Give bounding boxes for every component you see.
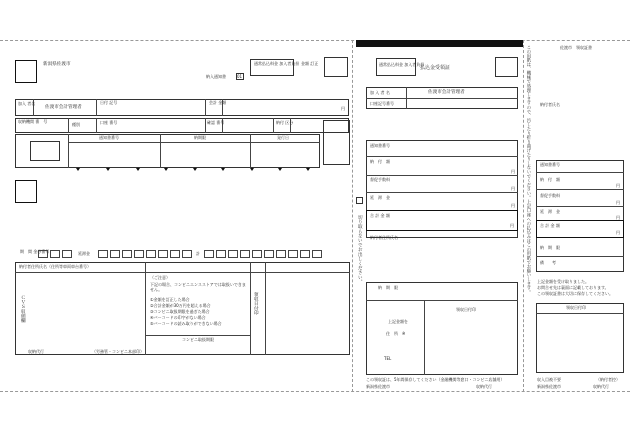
payer-label: 納付者住所氏名（住所等車両車台番号） (19, 264, 91, 269)
note-4: ④バーコードの印字がない場合 (150, 315, 206, 320)
mid-delay-label: 延 滞 金 (370, 195, 390, 200)
note-3: ③コンビニ取扱期限を過ぎた場合 (150, 309, 210, 314)
mid-deadline-label: 納 期 限 (378, 285, 398, 290)
right-note-2: お問合せ先は裏面に記載しております。 (537, 285, 609, 290)
right-footer-city: 新潟県佐渡市 (537, 384, 561, 389)
mid-fee-label: 督促手数料 (370, 177, 390, 182)
issue-label: 発行日 (277, 135, 289, 140)
yen-r3: 円 (616, 215, 620, 220)
yen-m4: 円 (510, 223, 514, 228)
total-label: 計 (196, 251, 200, 256)
mid-payer-sub-label: 上記金額を (388, 319, 408, 324)
accounting-label: 会計 金額 (209, 100, 227, 105)
yen-r4: 円 (616, 230, 620, 235)
notes-intro: 下記の場合、コンビニエンスストアでは取扱いできません。 (150, 282, 246, 293)
amount-row-label: 延滞金 (78, 251, 90, 256)
note-2: ②合計金額が30万円を超える場合 (150, 303, 211, 308)
right-fee-label: 督促手数料 (540, 193, 560, 198)
registration-mark (15, 60, 37, 83)
yen-m1: 円 (511, 169, 515, 174)
payee-name: 佐渡市会計管理者 (45, 105, 82, 110)
right-receipt-stamp-label: 領収日付印 (566, 305, 586, 310)
type-label: 種別 (72, 122, 80, 127)
mid-payee-name: 佐渡市会計管理者 (428, 90, 465, 95)
mid-notice-no-label: 通知書番号 (370, 143, 390, 148)
right-footer-2: （納付者控） (596, 377, 620, 382)
account-no-label: 口座 番号 (100, 120, 118, 125)
notice-doc-no-label: 通知書番号 (99, 135, 119, 140)
stamp-text: 通常払込料金 加入者負担 (254, 61, 300, 66)
mid-footer-city: 新潟県佐渡市 (366, 384, 390, 389)
right-tax-label: 納 付 額 (540, 177, 560, 182)
right-header: 佐渡市 領収証書 (560, 45, 592, 50)
mid-bottom-box (366, 282, 518, 375)
cvs-deadline-label: コンビニ取扱期限 (182, 337, 214, 342)
yen-r2: 円 (616, 200, 620, 205)
detail-box (15, 134, 320, 168)
confirm-label: 確認 番号 (207, 120, 225, 125)
cut-vertical: 切り取らないでお出しください。 (357, 215, 363, 284)
notes-title: （ご注意） (150, 275, 170, 280)
inner-box (30, 141, 60, 161)
right-notice-no-label: 通知書番号 (540, 162, 560, 167)
mid-payee-label: 加 入 者 名 (370, 90, 390, 95)
mid-tel-label: TEL (384, 356, 392, 361)
mid-account-label: 口座記号番号 (370, 101, 394, 106)
right-payer-label: 納付者氏名 (540, 102, 560, 107)
registration-mark-2 (15, 180, 37, 203)
payment-class-label: 納付 区分 (276, 120, 294, 125)
footer-mid: （労務管・コンビニ本部印） (92, 349, 144, 354)
recipient-name: 新潟県佐渡市 (43, 62, 71, 67)
correction-label: 金額 訂正 (301, 61, 319, 66)
cut-mark (356, 197, 363, 204)
org-row (15, 118, 349, 133)
side-box (323, 120, 350, 165)
cvs-vertical: ＣＶＳ収納欄 (20, 295, 26, 323)
right-footer-1: 収入目被不要 (537, 377, 561, 382)
mid-correction-box (495, 57, 518, 77)
payee-label: 加入 者名 (18, 101, 36, 106)
mid-address-label: 住 所 ※ (386, 331, 406, 336)
mid-footer-agent: 収納代行 (476, 384, 492, 389)
deadline-label: 納期限 (194, 135, 206, 140)
note-1: ①金額を訂正した場合 (150, 297, 190, 302)
mid-tax-label: 納 付 額 (370, 159, 390, 164)
notice-no-value: 01 (237, 73, 243, 79)
mid-receipt-stamp-label: 領収日付印 (456, 307, 476, 312)
yen-m2: 円 (511, 186, 515, 191)
right-delay-label: 延 滞 金 (540, 209, 560, 214)
mid-stamp-box (376, 58, 416, 76)
mid-footer-note: この領収証は、5年間保存してください（金融機関等窓口・コンビニ店舗用） (366, 377, 505, 382)
top-perforation (0, 40, 630, 41)
top-black-bar (356, 40, 523, 47)
footer-left: 収納代行 (28, 349, 44, 354)
middle-perforation (352, 40, 353, 392)
bottom-perforation (0, 391, 630, 392)
right-perforation (523, 40, 524, 392)
yen-1: 円 (341, 106, 345, 111)
notice-no-label: 納入通知書 (206, 74, 226, 79)
receipt-stamp-vertical: 領収日付印 (253, 292, 259, 315)
right-note-1: 上記金額を受け取りました。 (537, 279, 589, 284)
mid-total-label: 合 計 金 額 (370, 213, 390, 218)
mid-title: 払込金受領証 (420, 65, 451, 71)
yen-m3: 円 (511, 203, 515, 208)
right-deadline-label: 納 期 限 (540, 245, 560, 250)
note-5: ⑤バーコードの読み取りができない場合 (150, 321, 222, 326)
right-instructions: この用紙は、機械で処理しますので、汚したり折り曲げたりしないでください。上記口座への払込みはこの用紙でお願いします。 (525, 45, 531, 295)
right-note-3: この領収証書は大切に保存してください。 (537, 291, 613, 296)
right-remarks-label: 備 考 (540, 260, 556, 265)
mid-stamp-text: 通常払込料金 加入者負担 (379, 62, 425, 67)
org-label: 収納機関 番 号 (18, 119, 48, 124)
mid-payer-label: 納付者住所氏名 (370, 235, 398, 240)
right-footer-agent: 収納代行 (593, 384, 609, 389)
correction-box (324, 57, 348, 77)
date-label: 日付 記号 (100, 100, 118, 105)
right-total-label: 合 計 金 額 (540, 223, 560, 228)
yen-r1: 円 (616, 183, 620, 188)
dotted-small: 期 間 金券番号 (20, 249, 50, 254)
